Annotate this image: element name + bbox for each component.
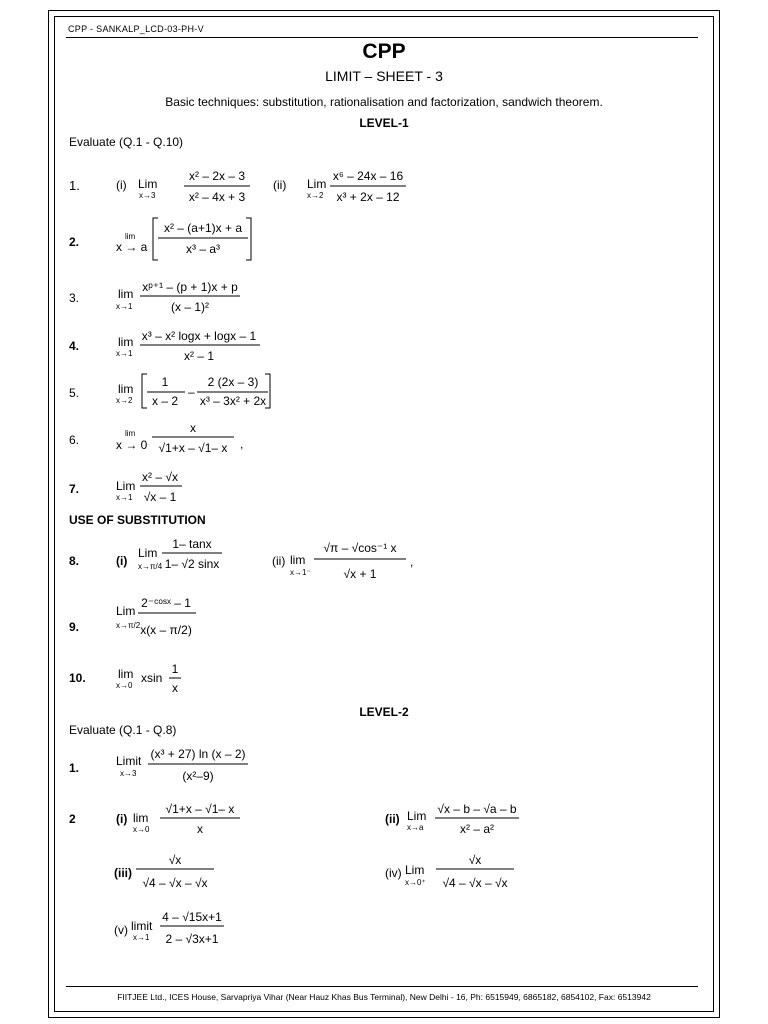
- minus-sign: –: [188, 385, 195, 399]
- fraction-denominator: x³ + 2x – 12: [336, 190, 400, 204]
- limit-subscript: x→1: [133, 933, 150, 942]
- sheet-subtitle: LIMIT – SHEET - 3: [325, 68, 443, 84]
- footer-address: FIITJEE Ltd., ICES House, Sarvapriya Vihar (Near Hauz Khas Bus Terminal), New Delhi - 16, Ph: 6515949, 6865182, 6854102, Fax: 6513942: [117, 992, 651, 1002]
- fraction-denominator: x: [197, 822, 203, 836]
- limit-subscript: x→0⁺: [405, 878, 426, 887]
- fraction-numerator: 2 (2x – 3): [207, 375, 259, 389]
- fraction-numerator: 1: [171, 662, 179, 676]
- question-number: 2.: [69, 235, 80, 249]
- fraction-denominator: √4 – √x – √x: [142, 876, 208, 890]
- topics-line: Basic techniques: substitution, rationalisation and factorization, sandwich theorem.: [165, 95, 603, 109]
- limit-word: Lim: [116, 604, 136, 618]
- limit-word: Lim: [407, 809, 427, 823]
- level-2-heading: LEVEL-2: [359, 705, 409, 719]
- fraction-numerator: 1: [161, 375, 169, 389]
- fraction-denominator: x³ – a³: [185, 242, 221, 256]
- question-number: 3.: [69, 291, 80, 305]
- part-label: (i): [116, 178, 127, 192]
- limit-subscript: x→π/4: [138, 562, 163, 571]
- fraction-numerator: √x: [168, 853, 182, 867]
- limit-word: lim: [118, 667, 134, 681]
- limit-word: lim: [133, 811, 149, 825]
- limit-word: Lim: [138, 546, 158, 560]
- question-number: 8.: [69, 554, 80, 568]
- limit-subscript: x→2: [116, 396, 133, 405]
- fraction-denominator: 2 – √3x+1: [165, 932, 219, 946]
- fraction-denominator: x: [172, 681, 178, 695]
- limit-subscript: x→2: [307, 191, 324, 200]
- question-number: 6.: [69, 433, 80, 447]
- fraction-denominator: x – 2: [151, 394, 179, 408]
- limit-word: lim: [290, 553, 306, 567]
- question-number: 1.: [69, 761, 80, 775]
- limit-word: lim: [125, 232, 136, 241]
- limit-subscript: x→1: [116, 349, 133, 358]
- limit-subscript: x→1⁻: [290, 568, 311, 577]
- fraction-denominator: √x + 1: [343, 567, 377, 581]
- fraction-numerator: 4 – √15x+1: [162, 910, 222, 924]
- fraction-denominator: √4 – √x – √x: [442, 876, 508, 890]
- fraction-denominator: √x – 1: [143, 490, 177, 504]
- question-number: 7.: [69, 482, 80, 496]
- limit-word: limit: [131, 919, 153, 933]
- expression: xsin: [141, 671, 163, 685]
- fraction-numerator: (x³ + 27) ln (x – 2): [150, 747, 246, 761]
- level-1-heading: LEVEL-1: [359, 116, 409, 130]
- limit-word: lim: [118, 382, 134, 396]
- question-number: 9.: [69, 620, 80, 634]
- limit-word: Limit: [116, 754, 142, 768]
- limit-word: lim: [118, 335, 134, 349]
- limit-word: lim: [125, 429, 136, 438]
- limit-subscript: x→3: [120, 769, 137, 778]
- trailing-comma: ,: [240, 437, 244, 451]
- trailing-comma: ,: [410, 555, 414, 569]
- fraction-denominator: x(x – π/2): [140, 623, 192, 637]
- limit-word: Lim: [307, 177, 327, 191]
- part-label: (iii): [114, 866, 132, 880]
- question-number: 10.: [69, 671, 86, 685]
- fraction-denominator: x² – 1: [183, 349, 215, 363]
- limit-word: Lim: [138, 177, 158, 191]
- limit-subscript: x→a: [407, 823, 424, 832]
- part-label: (v): [114, 923, 128, 937]
- level-2-instruction: Evaluate (Q.1 - Q.8): [69, 723, 177, 737]
- fraction-numerator: x² – (a+1)x + a: [163, 221, 243, 235]
- fraction-denominator: 1– √2 sinx: [164, 557, 220, 571]
- fraction-numerator: √π – √cos⁻¹ x: [323, 541, 397, 555]
- fraction-numerator: x² – √x: [142, 470, 178, 484]
- limit-subscript: x→1: [116, 493, 133, 502]
- fraction-numerator: xᵖ⁺¹ – (p + 1)x + p: [142, 280, 238, 294]
- level-1-instruction: Evaluate (Q.1 - Q.10): [69, 135, 184, 149]
- fraction-numerator: √x – b – √a – b: [437, 802, 517, 816]
- fraction-numerator: x⁶ – 24x – 16: [332, 169, 404, 183]
- limit-subscript: x → a: [116, 240, 148, 254]
- fraction-denominator: √1+x – √1– x: [158, 441, 228, 455]
- limit-subscript: x→1: [116, 302, 133, 311]
- fraction-numerator: 2⁻ᶜᵒˢˣ – 1: [141, 596, 191, 610]
- limit-word: lim: [118, 287, 134, 301]
- fraction-denominator: x² – 4x + 3: [188, 190, 246, 204]
- limit-subscript: x → 0: [116, 438, 148, 452]
- section-heading: USE OF SUBSTITUTION: [69, 513, 206, 527]
- question-number: 2: [69, 812, 76, 826]
- fraction-numerator: √1+x – √1– x: [165, 802, 235, 816]
- fraction-numerator: x² – 2x – 3: [188, 169, 246, 183]
- question-number: 4.: [69, 339, 80, 353]
- question-number: 1.: [69, 178, 80, 193]
- fraction-denominator: (x²–9): [182, 769, 214, 783]
- fraction-denominator: (x – 1)²: [170, 300, 210, 314]
- fraction-denominator: x³ – 3x² + 2x: [199, 394, 267, 408]
- limit-subscript: x→3: [139, 191, 156, 200]
- fraction-numerator: x³ – x² logx + logx – 1: [141, 329, 257, 343]
- document-code: CPP - SANKALP_LCD-03-PH-V: [68, 24, 204, 34]
- fraction-numerator: x: [190, 421, 196, 435]
- page-title: CPP: [362, 40, 406, 63]
- part-label: (i): [116, 554, 128, 568]
- part-label: (iv): [385, 866, 402, 880]
- limit-word: Lim: [116, 479, 136, 493]
- footer-divider: [66, 986, 698, 987]
- part-label: (i): [116, 812, 128, 826]
- part-label: (ii): [273, 178, 287, 192]
- limit-subscript: x→0: [133, 825, 150, 834]
- limit-subscript: x→π/2: [116, 621, 141, 630]
- fraction-denominator: x² – a²: [459, 822, 495, 836]
- limit-subscript: x→0: [116, 681, 133, 690]
- limit-word: Lim: [405, 863, 425, 877]
- part-label: (ii): [272, 554, 286, 568]
- fraction-numerator: √x: [468, 853, 482, 867]
- question-number: 5.: [69, 386, 80, 400]
- part-label: (ii): [385, 812, 400, 826]
- fraction-numerator: 1– tanx: [172, 537, 212, 551]
